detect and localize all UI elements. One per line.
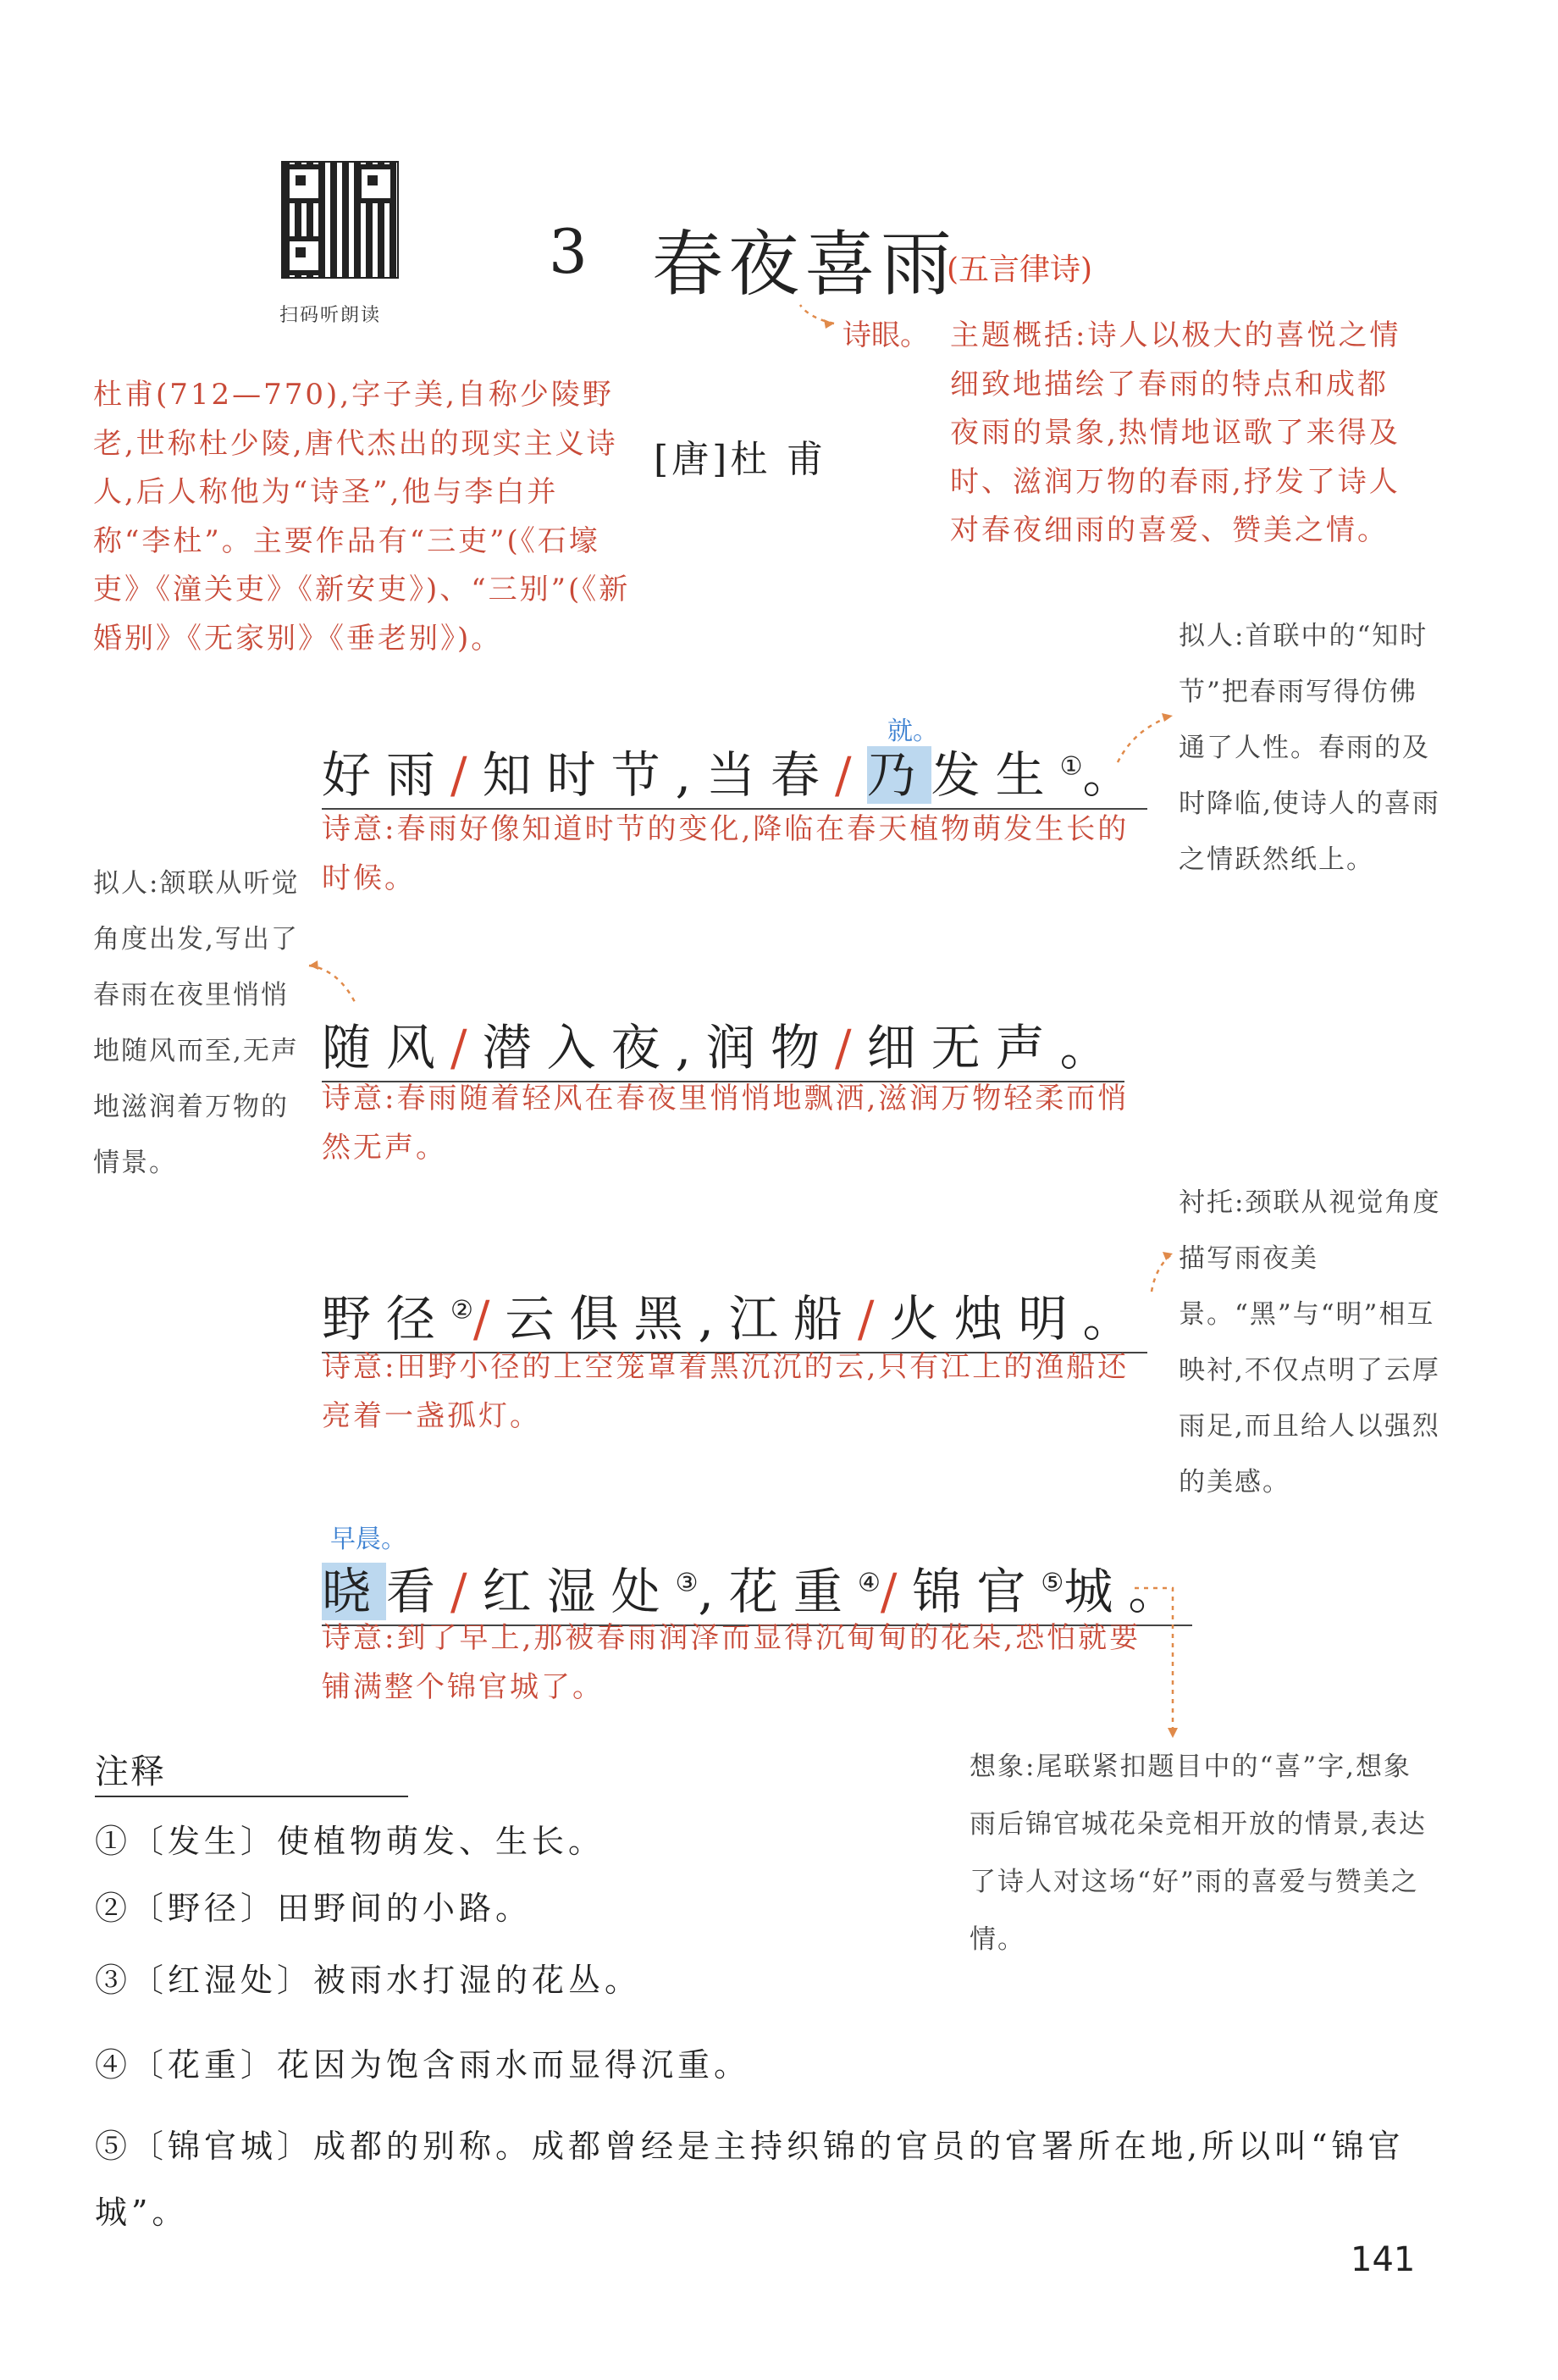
- arrowhead: [1168, 1728, 1178, 1738]
- poet: [唐]杜 甫: [654, 438, 827, 481]
- verse-meaning-3: 诗意:田野小径的上空笼罩着黑沉沉的云,只有江上的渔船还亮着一盏孤灯。: [322, 1350, 1130, 1433]
- verse-text: ,润物: [675, 1019, 836, 1077]
- slash: /: [472, 1290, 506, 1348]
- slash: /: [450, 1019, 483, 1077]
- verse-end: 。: [1082, 1290, 1147, 1348]
- arrowhead: [1163, 1252, 1173, 1260]
- verse-text: 知时节: [482, 746, 676, 804]
- verse-meaning-2: 诗意:春雨随着轻风在春夜里悄悄地飘洒,滋润万物轻柔而悄然无声。: [322, 1082, 1130, 1165]
- verse-text: ,花重: [698, 1563, 858, 1620]
- footnote-mark[interactable]: ④: [857, 1568, 881, 1598]
- page-title: 春夜喜雨: [652, 223, 958, 306]
- qr-label: 扫码听朗读: [279, 305, 382, 326]
- note-item-2: ②〔野径〕田野间的小路。: [95, 1890, 533, 1927]
- gloss-nai: 就。: [887, 717, 938, 746]
- note-item-3: ③〔红湿处〕被雨水打湿的花丛。: [95, 1962, 642, 1999]
- verse-text: 红湿处: [482, 1563, 676, 1620]
- verse-text: 细无声: [866, 1019, 1060, 1077]
- verse-text: ,江船: [698, 1290, 858, 1348]
- arrowhead: [1162, 713, 1173, 722]
- footnote-mark[interactable]: ⑤: [1041, 1568, 1064, 1598]
- side-note-3: 衬托:颈联从视觉角度描写雨夜美景。“黑”与“明”相互映衬,不仅点明了云厚雨足,而且给人以强烈的美感。: [1179, 1187, 1441, 1497]
- arrow-n2: [309, 966, 356, 1004]
- verse-text: 野径: [322, 1290, 451, 1348]
- slash: /: [450, 1563, 483, 1620]
- page-number: 141: [1351, 2240, 1416, 2279]
- side-note-1: 拟人:首联中的“知时节”把春雨写得仿佛通了人性。春雨的及时降临,使诗人的喜雨之情跃然纸上。: [1179, 621, 1440, 875]
- highlight-nai: 乃: [866, 746, 931, 804]
- gloss-xiao: 早晨。: [330, 1525, 406, 1554]
- verse-text: 云俱黑: [505, 1290, 699, 1348]
- verse-text: 锦官: [912, 1563, 1041, 1620]
- verse-text: 火烛明: [889, 1290, 1083, 1348]
- verse-text: ,当春: [675, 746, 836, 804]
- arrow-n3: [1152, 1254, 1173, 1292]
- slash: /: [450, 746, 483, 804]
- footnote-mark[interactable]: ②: [450, 1295, 473, 1326]
- verse-meaning-1: 诗意:春雨好像知道时节的变化,降临在春天植物萌发生长的时候。: [322, 812, 1130, 895]
- verse-text: 随风: [322, 1019, 451, 1077]
- arrow-n1: [1118, 716, 1173, 762]
- arrow-eye: [800, 305, 834, 324]
- theme-summary: 主题概括:诗人以极大的喜悦之情细致地描绘了春雨的特点和成都夜雨的景象,热情地讴歌了来得及时、滋润万物的春雨,抒发了诗人对春夜细雨的喜爱、赞美之情。: [950, 318, 1401, 547]
- highlight-xiao: 晓: [322, 1563, 387, 1620]
- verse-text: 好雨: [322, 746, 451, 804]
- verse-text: 发生: [931, 746, 1060, 804]
- note-item-4: ④〔花重〕花因为饱含雨水而显得沉重。: [95, 2046, 751, 2084]
- verse-meaning-4: 诗意:到了早上,那被春雨润泽而显得沉甸甸的花朵,恐怕就要铺满整个锦官城了。: [322, 1621, 1141, 1704]
- footnote-mark[interactable]: ①: [1059, 751, 1083, 782]
- slash: /: [835, 1019, 867, 1077]
- arrow-n4: [1135, 1588, 1173, 1736]
- footnote-mark[interactable]: ③: [675, 1568, 699, 1598]
- arrowhead: [309, 960, 318, 970]
- verse-text: 看: [386, 1563, 451, 1620]
- notes-divider: [95, 1796, 408, 1797]
- side-note-2: 拟人:颔联从听觉角度出发,写出了春雨在夜里悄悄地随风而至,无声地滋润着万物的情景。: [93, 868, 300, 1178]
- slash: /: [857, 1290, 890, 1348]
- verse-end: 。: [1128, 1563, 1193, 1620]
- author-bio: 杜甫(712—770),字子美,自称少陵野老,世称杜少陵,唐代杰出的现实主义诗人,后人称他为“诗圣”,他与李白并称“李杜”。主要作品有“三吏”(《石壕吏》《潼关吏》《新安吏》)、“三别”(《新婚别》《无家别》《垂老别》)。: [93, 378, 631, 656]
- notes-heading: 注释: [95, 1752, 166, 1791]
- verse-end: 。: [1059, 1019, 1124, 1077]
- side-note-4: 想象:尾联紧扣题目中的“喜”字,想象雨后锦官城花朵竞相开放的情景,表达了诗人对这场“好”雨的喜爱与赞美之情。: [970, 1752, 1427, 1955]
- arrowhead: [824, 319, 834, 329]
- lesson-number: 3: [549, 216, 588, 287]
- note-item-5: ⑤〔锦官城〕成都的别称。成都曾经是主持织锦的官员的官署所在地,所以叫“锦官城”。: [95, 2128, 1405, 2231]
- title-tag: (五言律诗): [947, 252, 1093, 287]
- slash: /: [880, 1563, 913, 1620]
- verse-text: 城: [1064, 1563, 1129, 1620]
- note-item-1: ①〔发生〕使植物萌发、生长。: [95, 1823, 605, 1860]
- eye-note: 诗眼。: [843, 318, 929, 352]
- verse-text: 潜入夜: [482, 1019, 676, 1077]
- verse-end: 。: [1082, 746, 1147, 804]
- slash: /: [835, 746, 867, 804]
